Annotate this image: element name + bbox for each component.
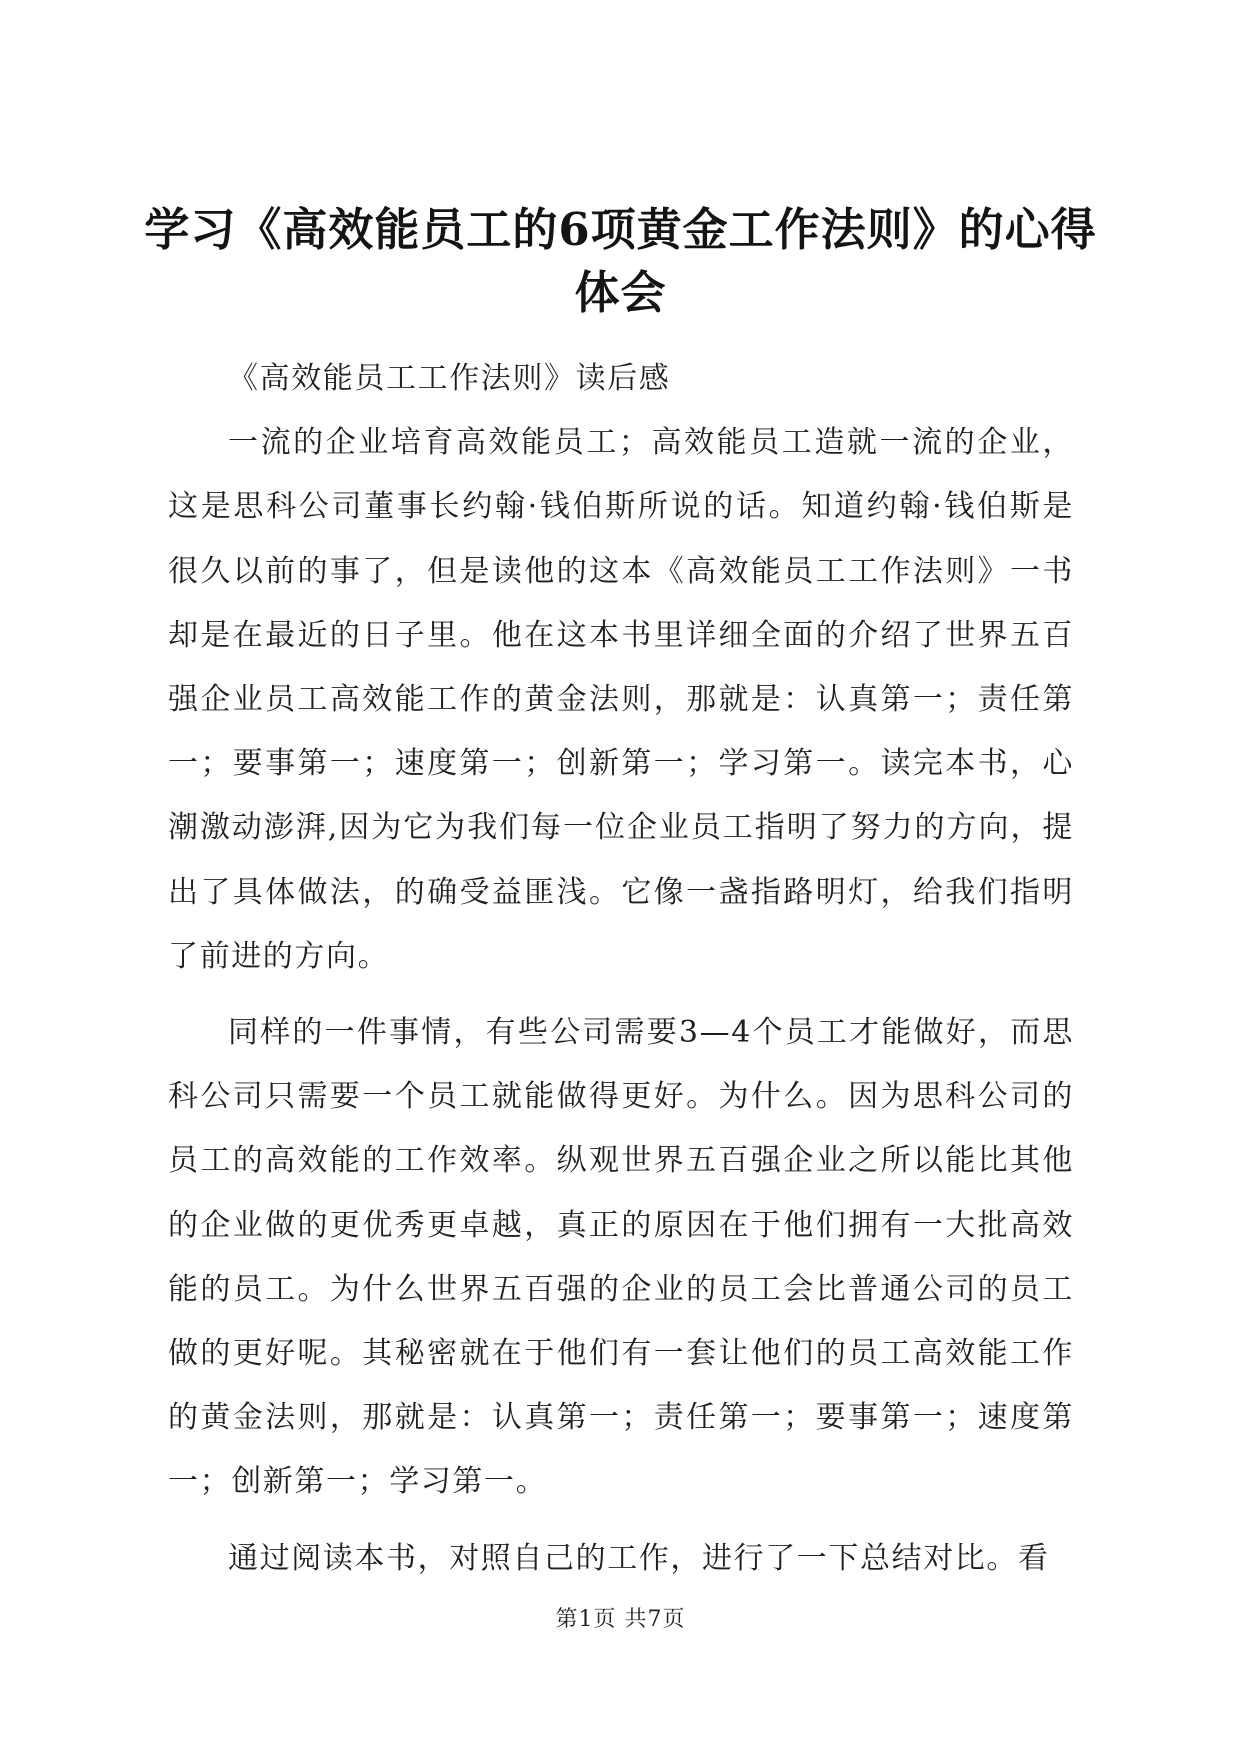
paragraph-subtitle: 《高效能员工工作法则》读后感	[228, 361, 671, 396]
paragraph: 一流的企业培育高效能员工；高效能员工造就一流的企业，这是思科公司董事长约翰·钱伯斯所说的话。知道约翰·钱伯斯是很久以前的事了，但是读他的这本《高效能员工工作法则》一书却是在最近的日子里。他在这本书里详细全面的介绍了世界五百强企业员工高效能工作的黄金法则，那就是：认真第一；责任第一；要事第一；速度第一；创新第一；学习第一。读完本书，心潮激动澎湃,因为它为我们每一位企业员工指明了努力的方向，提出了具体做法，的确受益匪浅。它像一盏指路明灯，给我们指明了前进的方向。	[168, 425, 1074, 974]
paragraph: 通过阅读本书，对照自己的工作，进行了一下总结对比。看	[228, 1540, 1050, 1576]
document-title: 学习《高效能员工的6项黄金工作法则》的心得体会	[144, 203, 1097, 319]
page-number-footer: 第1页 共7页	[555, 1607, 686, 1632]
paragraph: 同样的一件事情，有些公司需要3—4个员工才能做好，而思科公司只需要一个员工就能做得更好。为什么。因为思科公司的员工的高效能的工作效率。纵观世界五百强企业之所以能比其他的企业做的更优秀更卓越，真正的原因在于他们拥有一大批高效能的员工。为什么世界五百强的企业的员工会比普通公司的员工做的更好呢。其秘密就在于他们有一套让他们的员工高效能工作的黄金法则，那就是：认真第一；责任第一；要事第一；速度第一；创新第一；学习第一。	[168, 1015, 1074, 1500]
document-body	[168, 347, 1074, 1603]
